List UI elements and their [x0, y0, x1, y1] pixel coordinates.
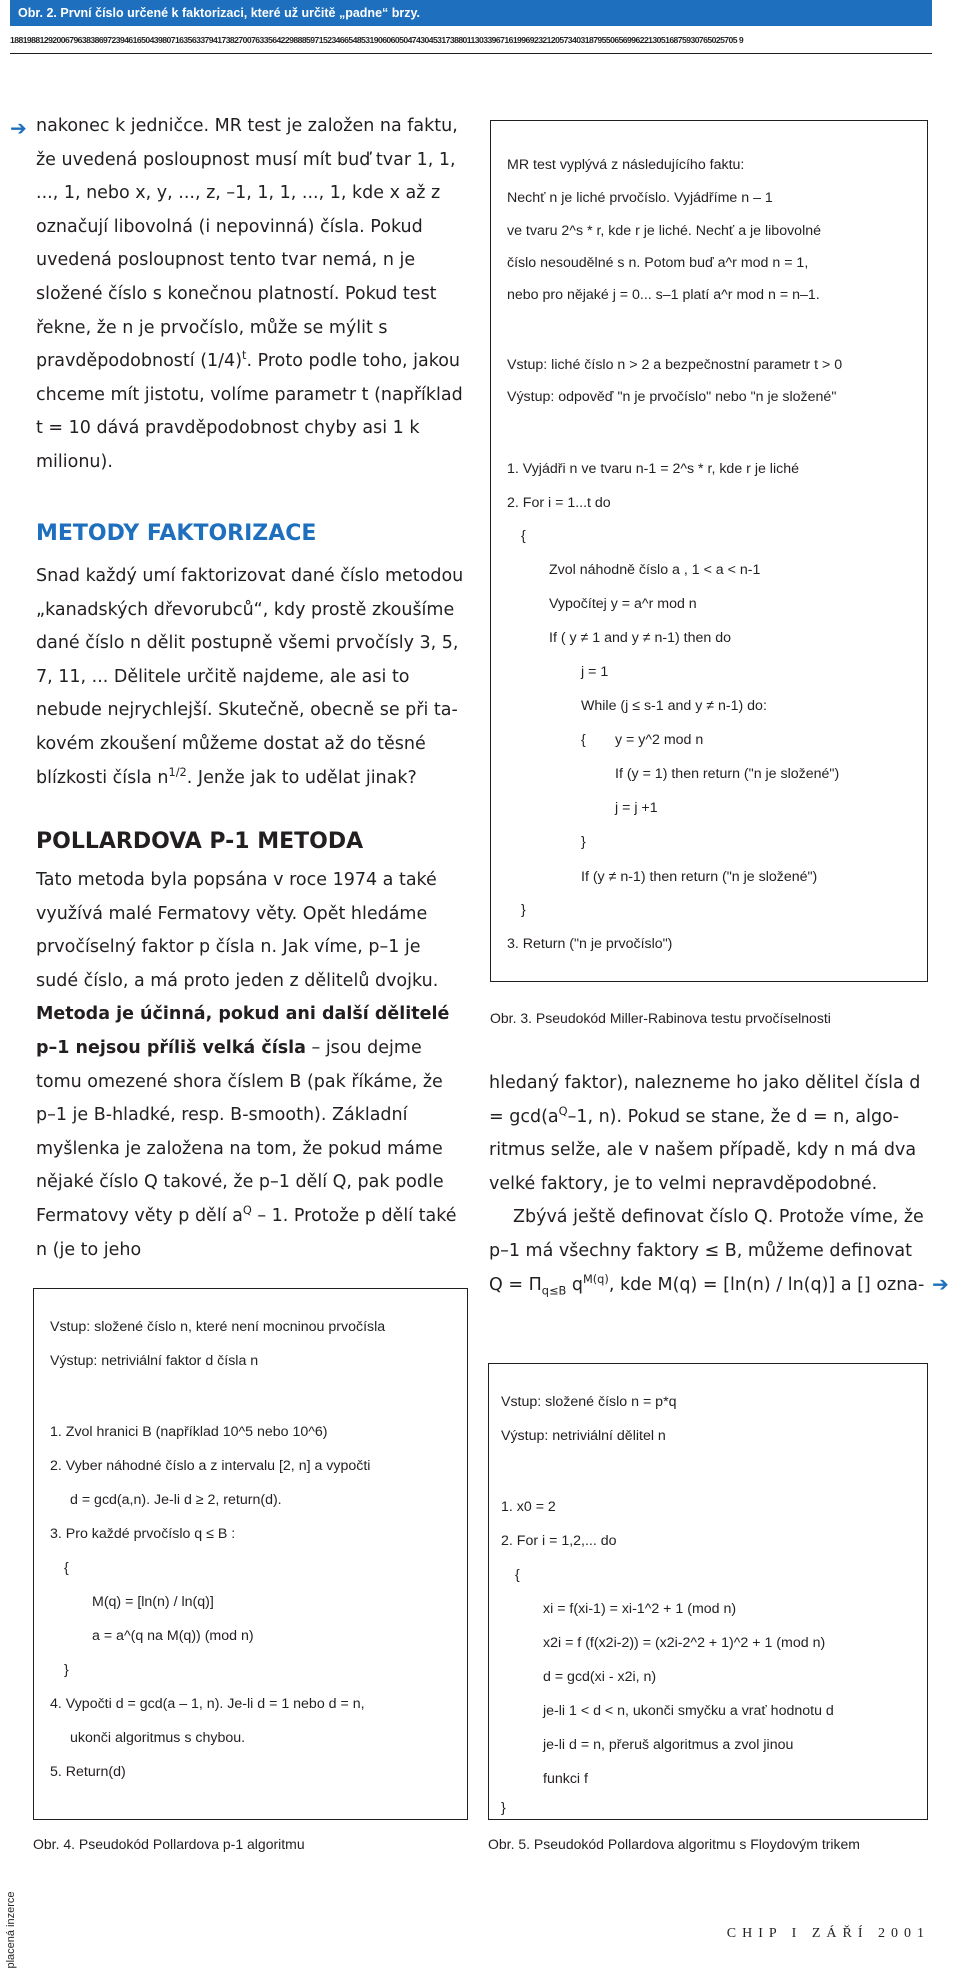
box3-line: číslo nesoudělné s n. Potom buď a^r mod n = 1,: [507, 255, 809, 271]
box4-line: a = a^(q na M(q)) (mod n): [92, 1628, 254, 1644]
box5-line: }: [501, 1800, 506, 1816]
box3-line: 1. Vyjádři n ve tvaru n-1 = 2^s * r, kde r je liché: [507, 461, 799, 477]
box3-line: {: [581, 732, 586, 748]
box4-line: M(q) = [ln(n) / ln(q)]: [92, 1594, 214, 1610]
box4-line: d = gcd(a,n). Je-li d ≥ 2, return(d).: [70, 1492, 282, 1508]
box4-line: ukonči algoritmus s chybou.: [70, 1730, 246, 1746]
box3-line: }: [521, 902, 526, 918]
left-column: [36, 110, 464, 480]
header-rule: [10, 53, 932, 54]
box3-line: Nechť n je liché prvočíslo. Vyjádříme n – 1: [507, 190, 773, 206]
box3-line: }: [581, 834, 586, 850]
box3-line: 2. For i = 1...t do: [507, 495, 611, 511]
box4-line: Výstup: netriviální faktor d čísla n: [50, 1353, 259, 1369]
box3-line: If (y = 1) then return ("n je složené"): [615, 766, 840, 782]
box3-line: j = 1: [581, 664, 609, 680]
box5-line: funkci f: [543, 1771, 588, 1787]
paragraph-define-q: Zbývá ještě definovat číslo Q. Protože víme, že p–1 má všechny faktory ≤ B, můžeme definovat $Q = \Pi_{q\le B}$ $q^{M(q)}$, kde M(q) = [ln(n) / ln(q)] a [] ozna-: [489, 1207, 925, 1298]
box3-line: Vypočítej y = a^r mod n: [549, 596, 697, 612]
box4-line: 1. Zvol hranici B (například 10^5 nebo 10^6): [50, 1424, 328, 1440]
box3-line: nebo pro nějaké j = 0... s–1 platí a^r mod n = n–1.: [507, 287, 820, 303]
box3-line: ve tvaru 2^s * r, kde r je liché. Nechť a je libovolné: [507, 223, 822, 239]
page-footer: CHIP I ZÁŘÍ 2001: [726, 1926, 930, 1941]
box5-line: Vstup: složené číslo n = p*q: [501, 1394, 677, 1410]
box3-line: j = j +1: [615, 800, 658, 816]
big-number: 1881988129200679638386972394616504398071635633794173827007633564229888597152346654853190606050474304531738801130339671619969232120573403187955065699622130516875930765025705 9: [10, 35, 744, 45]
figure-4-box: [33, 1288, 468, 1820]
continue-arrow-right-icon: ➔: [932, 1272, 949, 1296]
figure-banner: Obr. 2. První číslo určené k faktorizaci, které už určitě „padne“ brzy.: [10, 0, 932, 26]
box3-line: 3. Return ("n je prvočíslo"): [507, 936, 673, 952]
figure-4-caption: Obr. 4. Pseudokód Pollardova p-1 algoritmu: [33, 1836, 305, 1852]
figure-5-caption: Obr. 5. Pseudokód Pollardova algoritmu s Floydovým trikem: [488, 1836, 860, 1852]
box3-line: {: [521, 528, 526, 544]
box3-line: While (j ≤ s-1 and y ≠ n-1) do:: [581, 698, 767, 714]
box3-line: MR test vyplývá z následujícího faktu:: [507, 157, 745, 173]
box5-line: xi = f(xi-1) = xi-1^2 + 1 (mod n): [543, 1601, 737, 1617]
side-label: placená inzerce: [5, 1891, 17, 1969]
paragraph-gcd: hledaný faktor), nalezneme ho jako dělitel čísla $d = \gcd(a^Q-1$, n). Pokud se stane, že d = n, algoritmus selže, ale v našem případě, kdy n má dva velké faktory, je to velmi nepravděpodobné.: [489, 1073, 921, 1194]
left-column-section-2: [36, 826, 464, 1267]
box3-line: Zvol náhodně číslo a , 1 < a < n-1: [549, 562, 761, 578]
box3-line: Vstup: liché číslo n > 2 a bezpečnostní parametr t > 0: [507, 357, 843, 373]
box4-line: {: [64, 1560, 69, 1576]
box5-line: 2. For i = 1,2,... do: [501, 1533, 617, 1549]
left-column-section-1: [36, 518, 464, 795]
intro-paragraph: nakonec k jedničce. MR test je založen na faktu, že uvedená posloupnost musí mít buď tvar 1, 1, ..., 1, nebo x, y, ..., z, –1, 1, 1, ..., 1, kde x až z označují libovolná (i nepovinná) čísla. Pokud uvedená posloupnost tento tvar nemá, n je složené číslo s konečnou platností. Pokud test řekne, že n je prvočíslo, může se mýlit s pravděpodobností $(1/4)^t$. Proto podle toho, jakou chceme mít jistotu, volíme parametr t (například t = 10 dává pravděpodobnost chyby asi 1 k milionu).: [36, 116, 463, 472]
box3-line: Výstup: odpověď "n je prvočíslo" nebo "n je složené": [507, 389, 837, 405]
right-column: [489, 1067, 927, 1302]
box5-line: je-li d = n, přeruš algoritmus a zvol jinou: [543, 1737, 794, 1753]
box3-line: If ( y ≠ 1 and y ≠ n-1) then do: [549, 630, 731, 646]
paragraph-metody: Snad každý umí faktorizovat dané číslo metodou „kanadských dřevorubců“, kdy prostě zkoušíme dané číslo n dělit postupně všemi prvočísly 3, 5, 7, 11, ... Dělitele určitě najdeme, ale asi to nebude nejrychlejší. Skutečně, obecně se při takovém zkoušení můžeme dostat až do těsné blízkosti čísla $n^{1/2}$. Jenže jak to udělat jinak?: [36, 566, 464, 788]
box5-line: x2i = f (f(x2i-2)) = (x2i-2^2 + 1)^2 + 1 (mod n): [543, 1635, 826, 1651]
paragraph-pollardova: Tato metoda byla popsána v roce 1974 a také využívá malé Fermatovy věty. Opět hledáme prvočíselný faktor p čísla n. Jak víme, p–1 je sudé číslo, a má proto jeden z dělitelů dvojku. Metoda je účinná, pokud ani další dělitelé p–1 nejsou příliš velká čísla – jsou dejme tomu omezené shora číslem B (pak říkáme, že p–1 je B-hladké, resp. B-smooth). Základní myšlenka je založena na tom, že pokud máme nějaké číslo Q takové, že p–1 dělí Q, pak podle Fermatovy věty p dělí $a^Q - 1$. Protože p dělí také n (je to jeho: [36, 870, 457, 1260]
box4-line: 3. Pro každé prvočíslo q ≤ B :: [50, 1526, 236, 1542]
box4-line: 4. Vypočti d = gcd(a – 1, n). Je-li d = 1 nebo d = n,: [50, 1696, 365, 1712]
continue-arrow-icon: ➔: [10, 116, 27, 140]
box4-line: }: [64, 1662, 69, 1678]
box4-line: 5. Return(d): [50, 1764, 126, 1780]
box5-line: je-li 1 < d < n, ukonči smyčku a vrať hodnotu d: [543, 1703, 834, 1719]
heading-pollardova: POLLARDOVA P-1 METODA: [36, 829, 364, 854]
box5-line: d = gcd(xi - x2i, n): [543, 1669, 657, 1685]
box5-line: {: [515, 1567, 520, 1583]
box4-line: Vstup: složené číslo n, které není mocninou prvočísla: [50, 1319, 386, 1335]
box4-line: 2. Vyber náhodné číslo a z intervalu [2, n] a vypočti: [50, 1458, 371, 1474]
box3-line: If (y ≠ n-1) then return ("n je složené"): [581, 869, 818, 885]
figure-5-box: [488, 1363, 928, 1820]
figure-3-box: [490, 120, 928, 982]
box3-line: y = y^2 mod n: [615, 732, 704, 748]
figure-3-caption: Obr. 3. Pseudokód Miller-Rabinova testu prvočíselnosti: [490, 1010, 831, 1026]
heading-metody-faktorizace: METODY FAKTORIZACE: [36, 521, 317, 546]
box5-line: Výstup: netriviální dělitel n: [501, 1428, 666, 1444]
box5-line: 1. x0 = 2: [501, 1499, 556, 1515]
